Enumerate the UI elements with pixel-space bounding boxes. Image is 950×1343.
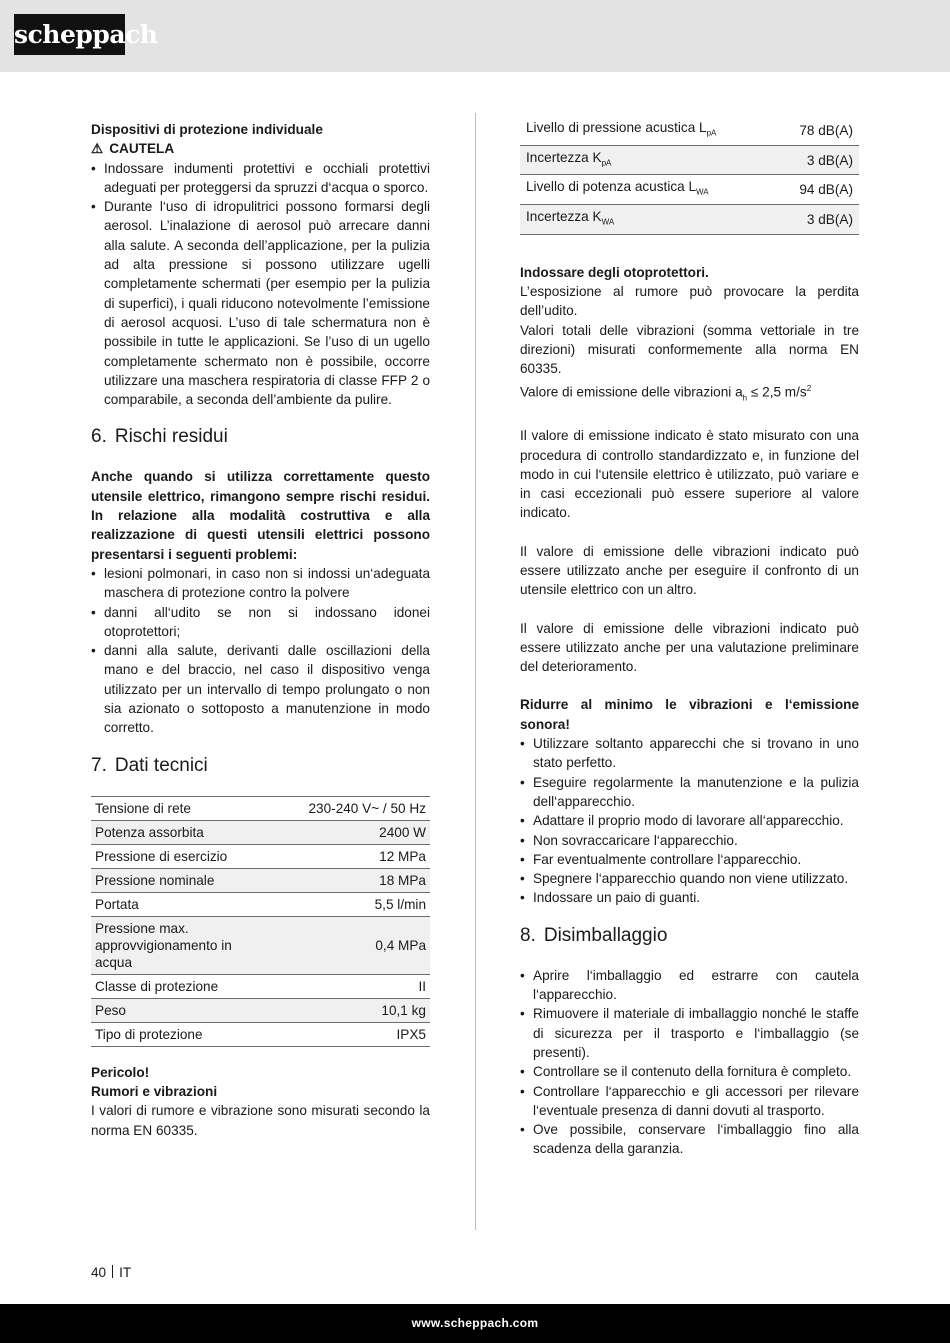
emission-paragraph-3: Il valore di emissione delle vibrazioni indicato può essere utilizzato anche per una valutazione preliminare del deterioramento. bbox=[520, 620, 859, 675]
table-row: Tensione di rete 230-240 V~ / 50 Hz bbox=[91, 796, 430, 820]
table-row: Livello di potenza acustica $L_{WA}$ 94 dB(A) bbox=[520, 175, 859, 205]
list-item: • lesioni polmonari, in caso non si indossi un‘adeguata maschera di protezione contro la polvere bbox=[91, 564, 430, 603]
reduce-title: Ridurre al minimo le vibrazioni e l‘emissione sonora! bbox=[520, 697, 859, 732]
emission-paragraph-1: Il valore di emissione indicato è stato misurato con una procedura di controllo standardizzato e, in funzione del modo in cui l‘utensile elettrico è utilizzato, può variare e in casi eccezionali può essere superiore al valore indicato. bbox=[520, 428, 859, 521]
section-8-heading: 8. Disimballaggio bbox=[520, 924, 668, 946]
list-item: • Indossare indumenti protettivi e occhiali protettivi adeguati per proteggersi da spruzzi d‘acqua o sporco. bbox=[91, 159, 430, 198]
vibration-value: Valore di emissione delle vibrazioni $a_h \le 2,5$ $m/s^2$ bbox=[520, 383, 812, 402]
vibration-text: Valori totali delle vibrazioni (somma vettoriale in tre direzioni) misurati conformemente alla norma EN 60335. bbox=[520, 322, 859, 377]
list-item: • Ove possibile, conservare l‘imballaggio fino alla scadenza della garanzia. bbox=[520, 1120, 859, 1159]
unpack-list bbox=[520, 966, 859, 1159]
warning-triangle-icon: ⚠ bbox=[91, 141, 104, 157]
tech-data-table bbox=[91, 796, 430, 1047]
list-item: • Controllare se il contenuto della fornitura è completo. bbox=[520, 1062, 859, 1081]
caution-heading bbox=[91, 139, 430, 158]
noise-text: I valori di rumore e vibrazione sono misurati secondo la norma EN 60335. bbox=[91, 1103, 430, 1138]
list-item: • Far eventualmente controllare l‘apparecchio. bbox=[520, 850, 859, 869]
table-row: Pressione nominale 18 MPa bbox=[91, 868, 430, 892]
list-item: • Durante l‘uso di idropulitrici possono formarsi degli aerosol. L’inalazione di aerosol può arrecare danni alla salute. A seconda dell’applicazione, per la pulizia ad alta pressione si possono utilizzare ugelli completamente schermati (per esempio per la pulizia di superfici), i quali riducono notevolmente l’emissione di aerosol acquosi. L’uso di tale schermatura non è possibile in tutte le applicazioni. Se l’uso di un ugello completamente schermato non è possibile, occorre utilizzare una maschera respiratoria di classe FFP 2 o comparabile, a seconda dell’ambiente da pulire. bbox=[91, 197, 430, 409]
list-item: • Non sovraccaricare l‘apparecchio. bbox=[520, 831, 859, 850]
danger-label: Pericolo! bbox=[91, 1064, 150, 1080]
reduce-list bbox=[520, 734, 859, 908]
table-row: Incertezza $K_{WA}$ 3 dB(A) bbox=[520, 205, 859, 235]
ppe-list bbox=[91, 159, 430, 410]
caution-label: CAUTELA bbox=[109, 141, 175, 157]
noise-title: Rumori e vibrazioni bbox=[91, 1083, 218, 1099]
residual-list bbox=[91, 564, 430, 738]
list-item: • danni all‘udito se non si indossano idonei otoprotettori; bbox=[91, 603, 430, 642]
list-item: • Spegnere l‘apparecchio quando non viene utilizzato. bbox=[520, 869, 859, 888]
ppe-title: Dispositivi di protezione individuale bbox=[91, 122, 323, 137]
noise-table bbox=[520, 116, 859, 235]
list-item: • Adattare il proprio modo di lavorare all‘apparecchio. bbox=[520, 811, 859, 830]
table-row: Potenza assorbita 2400 W bbox=[91, 820, 430, 844]
section-6-heading: 6. Rischi residui bbox=[91, 426, 228, 448]
list-item: • Eseguire regolarmente la manutenzione e la pulizia dell‘apparecchio. bbox=[520, 773, 859, 812]
list-item: • Controllare l‘apparecchio e gli accessori per rilevare l‘eventuale presenza di danni dovuti al trasporto. bbox=[520, 1082, 859, 1121]
table-row: Incertezza $K_{pA}$ 3 dB(A) bbox=[520, 145, 859, 175]
table-row: Livello di pressione acustica $L_{pA}$ 78 dB(A) bbox=[520, 116, 859, 145]
ear-protection-title: Indossare degli otoprotettori. bbox=[520, 264, 709, 280]
table-row: Pressione di esercizio 12 MPa bbox=[91, 844, 430, 868]
website-link[interactable]: www.scheppach.com bbox=[411, 1316, 539, 1330]
footer-bar bbox=[0, 1304, 950, 1343]
table-row: Portata 5,5 l/min bbox=[91, 892, 430, 916]
list-item: • Utilizzare soltanto apparecchi che si trovano in uno stato perfetto. bbox=[520, 734, 859, 773]
column-divider bbox=[475, 113, 476, 1230]
list-item: • Rimuovere il materiale di imballaggio nonché le staffe di sicurezza per il trasporto e l‘imballaggio (se presenti). bbox=[520, 1004, 859, 1062]
page-number: 40 IT bbox=[91, 1265, 132, 1280]
left-column bbox=[91, 120, 430, 1140]
table-row: Pressione max. approvvigionamento in acqua 0,4 MPa bbox=[91, 916, 430, 974]
table-row: Peso 10,1 kg bbox=[91, 998, 430, 1022]
table-row: Classe di protezione II bbox=[91, 974, 430, 998]
emission-paragraph-2: Il valore di emissione delle vibrazioni indicato può essere utilizzato anche per eseguire il confronto di un utensile elettrico con un altro. bbox=[520, 543, 859, 598]
list-item: • Aprire l‘imballaggio ed estrarre con cautela l‘apparecchio. bbox=[520, 966, 859, 1005]
scheppach-logo: scheppach bbox=[14, 14, 125, 55]
list-item: • danni alla salute, derivanti dalle oscillazioni della mano e del braccio, nel caso il dispositivo venga utilizzato per un intervallo di tempo prolungato o non sia azionato o sottoposto a manutenzione in modo corretto. bbox=[91, 641, 430, 737]
residual-intro: Anche quando si utilizza correttamente questo utensile elettrico, rimangono sempre rischi residui. In relazione alla modalità costruttiva e alla realizzazione di questi utensili elettrici possono presentarsi i seguenti problemi: bbox=[91, 469, 430, 562]
section-7-heading: 7. Dati tecnici bbox=[91, 754, 208, 776]
right-column bbox=[520, 116, 859, 1159]
ear-protection-text: L’esposizione al rumore può provocare la perdita dell’udito. bbox=[520, 284, 859, 319]
table-row: Tipo di protezione IPX5 bbox=[91, 1022, 430, 1046]
list-item: • Indossare un paio di guanti. bbox=[520, 888, 859, 907]
header-bar bbox=[0, 0, 950, 72]
